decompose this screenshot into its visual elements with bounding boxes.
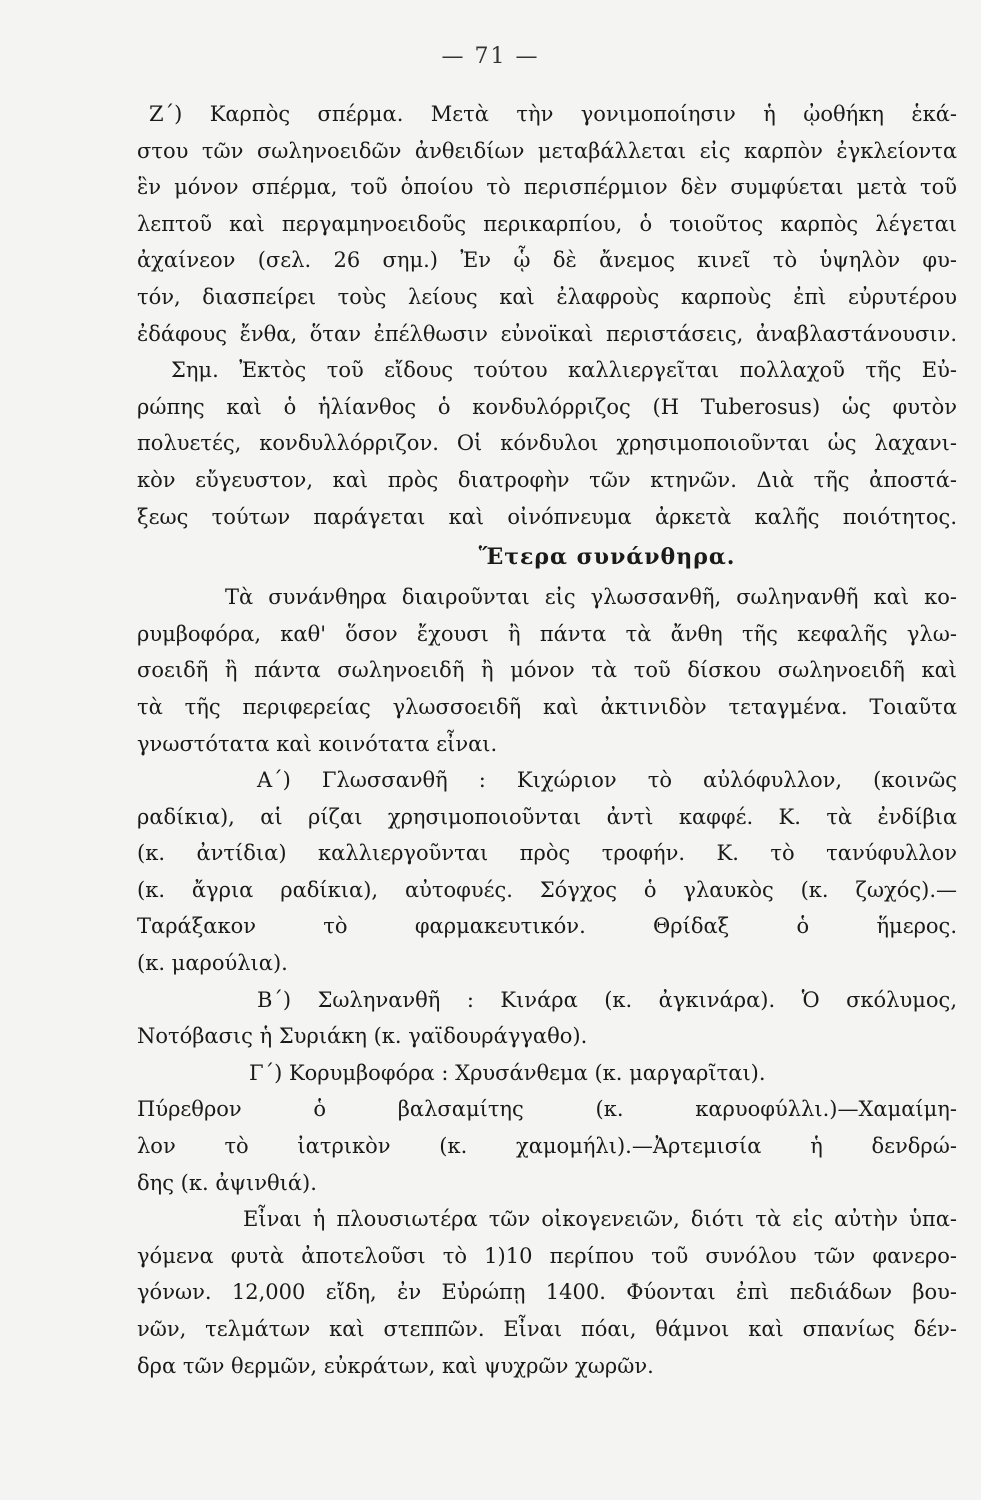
text-line: τόν, διασπείρει τοὺς λείους καὶ ἐλαφροὺς καρποὺς ἐπὶ εὐρυτέρου [137, 284, 957, 309]
text-line: ἀχαίνεον (σελ. 26 σημ.) Ἐν ᾧ δὲ ἄνεμος κινεῖ τὸ ὑψηλὸν φυ- [137, 248, 957, 273]
text-line: Τὰ συνάνθηρα διαιροῦνται εἰς γλωσσανθῆ, σωληνανθῆ καὶ κο- [225, 585, 957, 610]
text-line: κὸν εὔγευστον, καὶ πρὸς διατροφὴν τῶν κτηνῶν. Διὰ τῆς ἀποστά- [137, 467, 957, 492]
text-line: νῶν, τελμάτων καὶ στεππῶν. Εἶναι πόαι, θάμνοι καὶ σπανίως δέν- [137, 1317, 957, 1341]
section-heading: Ἕτερα συνάνθηρα. [478, 544, 736, 571]
paragraph-b-tubular [137, 982, 957, 1055]
paragraph-note [137, 352, 957, 535]
text-line: Σημ. Ἐκτὸς τοῦ εἴδους τούτου καλλιεργεῖται πολλαχοῦ τῆς Εὐ- [171, 358, 957, 383]
paragraph-closing [137, 1201, 957, 1384]
text-line: Β΄) Σωληνανθῆ : Κινάρα (κ. ἀγκινάρα). Ὁ σκόλυμος, [257, 987, 957, 1012]
text-line: (κ. μαρούλια). [137, 951, 288, 976]
text-line: ρώπης καὶ ὁ ἡλίανθος ὁ κονδυλόρριζος (H Tuberosus) ὡς φυτὸν [137, 394, 957, 419]
text-line: λον τὸ ἰατρικὸν (κ. χαμομήλι).—Ἀρτεμισία ἡ δενδρώ- [137, 1134, 957, 1159]
text-line: τὰ τῆς περιφερείας γλωσσοειδῆ καὶ ἀκτινιδὸν τεταγμένα. Τοιαῦτα [137, 694, 957, 719]
text-line: Εἶναι ἡ πλουσιωτέρα τῶν οἰκογενειῶν, διότι τὰ εἰς αὐτὴν ὑπα- [243, 1207, 957, 1232]
text-line: δης (κ. ἀψινθιά). [137, 1170, 317, 1195]
text-line: ἐδάφους ἔνθα, ὅταν ἐπέλθωσιν εὐνοϊκαὶ περιστάσεις, ἀναβλαστάνουσιν. [137, 321, 957, 346]
text-line: γνωστότατα καὶ κοινότατα εἶναι. [137, 731, 498, 756]
text-line: ἓν μόνον σπέρμα, τοῦ ὁποίου τὸ περισπέρμιον δὲν συμφύεται μετὰ τοῦ [137, 175, 957, 200]
paragraph-intro [137, 579, 957, 762]
text-line: ρυμβοφόρα, καθ' ὅσον ἔχουσι ἢ πάντα τὰ ἄνθη τῆς κεφαλῆς γλω- [137, 621, 957, 646]
text-line: ξεως τούτων παράγεται καὶ οἰνόπνευμα ἀρκετὰ καλῆς ποιότητος. [137, 504, 957, 529]
text-line: γόνων. 12,000 εἴδη, ἐν Εὐρώπῃ 1400. Φύονται ἐπὶ πεδιάδων βου- [137, 1280, 957, 1305]
text-line: στου τῶν σωληνοειδῶν ἀνθειδίων μεταβάλλεται εἰς καρπὸν ἐγκλείοντα [137, 138, 957, 163]
text-line: Πύρεθρον ὁ βαλσαμίτης (κ. καρυοφύλλι.)—Χαμαίμη- [137, 1097, 957, 1122]
page-body [137, 96, 957, 1384]
text-line: σοειδῆ ἢ πάντα σωληνοειδῆ ἢ μόνον τὰ τοῦ δίσκου σωληνοειδῆ καὶ [137, 658, 957, 683]
text-line: Ταράξακον τὸ φαρμακευτικόν. Θρίδαξ ὁ ἥμερος. [137, 914, 957, 939]
text-line: (κ. ἄγρια ραδίκια), αὐτοφυές. Σόγχος ὁ γλαυκὸς (κ. ζωχός).— [137, 877, 957, 902]
page-number: — 71 — [441, 44, 540, 69]
text-line: πολυετές, κονδυλλόρριζον. Οἱ κόνδυλοι χρησιμοποιοῦνται ὡς λαχανι- [137, 431, 957, 456]
text-line: (κ. ἀντίδια) καλλιεργοῦνται πρὸς τροφήν. Κ. τὸ τανύφυλλον [137, 841, 957, 866]
text-line: δρα τῶν θερμῶν, εὐκράτων, καὶ ψυχρῶν χωρῶν. [137, 1353, 654, 1378]
text-line: Νοτόβασις ἡ Συριάκη (κ. γαϊδουράγγαθο). [137, 1024, 588, 1049]
text-line: Α΄) Γλωσσανθῆ : Κιχώριον τὸ αὐλόφυλλον, (κοινῶς [257, 768, 957, 793]
paragraph-c-corymbiferous [137, 1055, 957, 1201]
text-line: Γ΄) Κορυμβοφόρα : Χρυσάνθεμα (κ. μαργαρῖται). [249, 1060, 766, 1085]
text-line: γόμενα φυτὰ ἀποτελοῦσι τὸ 1)10 περίπου τοῦ συνόλου τῶν φανερο- [137, 1243, 957, 1268]
paragraph-a-ligulate [137, 762, 957, 982]
text-line: λεπτοῦ καὶ περγαμηνοειδοῦς περικαρπίου, ὁ τοιοῦτος καρπὸς λέγεται [137, 211, 957, 236]
text-line: Ζ΄) Καρπὸς σπέρμα. Μετὰ τὴν γονιμοποίησιν ἡ ᾠοθήκη ἑκά- [149, 102, 957, 126]
text-line: ραδίκια), αἱ ρίζαι χρησιμοποιοῦνται ἀντὶ καφφέ. Κ. τὰ ἐνδίβια [137, 804, 957, 829]
paragraph-z-fruit [137, 96, 957, 352]
